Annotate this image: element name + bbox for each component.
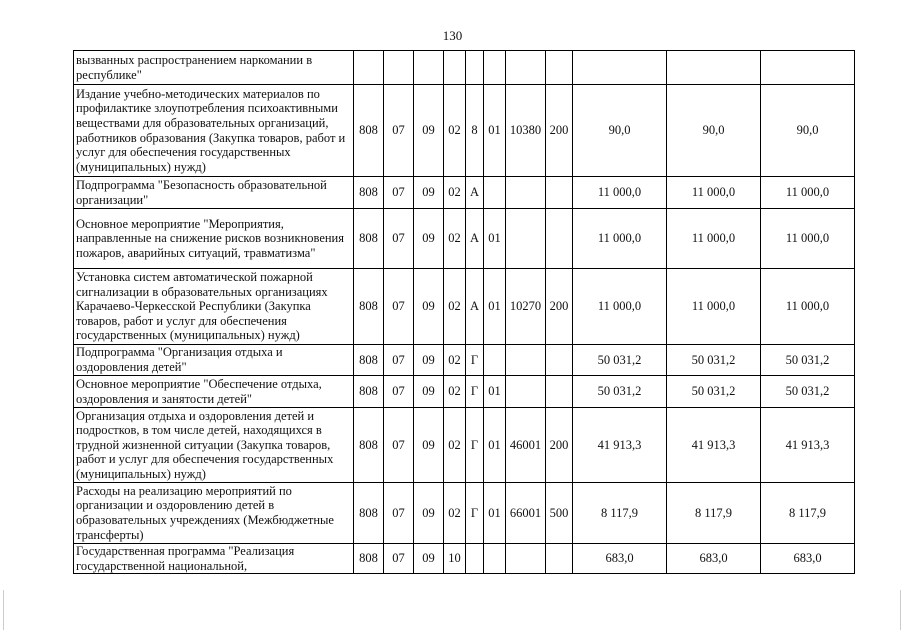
- csr-p1-cell: 02: [444, 177, 466, 209]
- vr-cell: 200: [546, 85, 573, 177]
- ved-cell: 808: [354, 209, 384, 269]
- rz-cell: 07: [384, 209, 414, 269]
- csr-p2-cell: А: [466, 177, 484, 209]
- year2-amount-cell: 50 031,2: [667, 376, 761, 408]
- csr-p2-cell: Г: [466, 483, 484, 544]
- csr-p1-cell: 02: [444, 345, 466, 376]
- csr-p2-cell: [466, 51, 484, 85]
- row-name-cell: Установка систем автоматической пожарной сигнализации в образовательных организациях Карачаево-Черкесской Республики (Закупка товаров, работ и услуг для обеспечения государственных (муниципальных) нужд): [74, 269, 354, 345]
- year1-amount-cell: 50 031,2: [573, 345, 667, 376]
- vr-cell: [546, 376, 573, 408]
- scan-edge-left: [3, 590, 4, 630]
- pr-cell: 09: [414, 376, 444, 408]
- pr-cell: 09: [414, 85, 444, 177]
- csr-p4-cell: 46001: [506, 408, 546, 483]
- table-row: [74, 269, 855, 345]
- csr-p4-cell: [506, 345, 546, 376]
- csr-p1-cell: 02: [444, 376, 466, 408]
- row-name-cell: Подпрограмма "Организация отдыха и оздоровления детей": [74, 345, 354, 376]
- csr-p2-cell: 8: [466, 85, 484, 177]
- year3-amount-cell: 11 000,0: [761, 209, 855, 269]
- pr-cell: 09: [414, 483, 444, 544]
- table-row: [74, 177, 855, 209]
- row-name-cell: Основное мероприятие "Обеспечение отдыха, оздоровления и занятости детей": [74, 376, 354, 408]
- rz-cell: 07: [384, 544, 414, 574]
- csr-p3-cell: 01: [484, 85, 506, 177]
- vr-cell: 200: [546, 408, 573, 483]
- pr-cell: 09: [414, 345, 444, 376]
- pr-cell: 09: [414, 269, 444, 345]
- rz-cell: 07: [384, 483, 414, 544]
- year3-amount-cell: 11 000,0: [761, 269, 855, 345]
- rz-cell: 07: [384, 85, 414, 177]
- vr-cell: [546, 345, 573, 376]
- vr-cell: [546, 177, 573, 209]
- csr-p3-cell: [484, 345, 506, 376]
- csr-p3-cell: 01: [484, 209, 506, 269]
- year1-amount-cell: 683,0: [573, 544, 667, 574]
- ved-cell: [354, 51, 384, 85]
- csr-p3-cell: 01: [484, 376, 506, 408]
- ved-cell: 808: [354, 85, 384, 177]
- year3-amount-cell: [761, 51, 855, 85]
- rz-cell: [384, 51, 414, 85]
- ved-cell: 808: [354, 345, 384, 376]
- pr-cell: [414, 51, 444, 85]
- row-name-cell: Организация отдыха и оздоровления детей и подростков, в том числе детей, находящихся в трудной жизненной ситуации (Закупка товаров, работ и услуг для обеспечения государственных (муниципальных) нужд): [74, 408, 354, 483]
- ved-cell: 808: [354, 544, 384, 574]
- year3-amount-cell: 8 117,9: [761, 483, 855, 544]
- table-row: [74, 408, 855, 483]
- year2-amount-cell: 90,0: [667, 85, 761, 177]
- ved-cell: 808: [354, 269, 384, 345]
- pr-cell: 09: [414, 209, 444, 269]
- csr-p3-cell: [484, 51, 506, 85]
- table-row: [74, 376, 855, 408]
- year2-amount-cell: 683,0: [667, 544, 761, 574]
- table-row: [74, 209, 855, 269]
- ved-cell: 808: [354, 177, 384, 209]
- year1-amount-cell: 41 913,3: [573, 408, 667, 483]
- csr-p2-cell: Г: [466, 345, 484, 376]
- year2-amount-cell: 11 000,0: [667, 269, 761, 345]
- vr-cell: 500: [546, 483, 573, 544]
- table-row: [74, 51, 855, 85]
- csr-p3-cell: 01: [484, 408, 506, 483]
- pr-cell: 09: [414, 177, 444, 209]
- year2-amount-cell: 11 000,0: [667, 209, 761, 269]
- table-row: [74, 544, 855, 574]
- csr-p3-cell: 01: [484, 269, 506, 345]
- vr-cell: [546, 544, 573, 574]
- year2-amount-cell: 41 913,3: [667, 408, 761, 483]
- csr-p3-cell: [484, 177, 506, 209]
- budget-table: [73, 50, 855, 574]
- rz-cell: 07: [384, 408, 414, 483]
- year2-amount-cell: 50 031,2: [667, 345, 761, 376]
- year1-amount-cell: [573, 51, 667, 85]
- rz-cell: 07: [384, 345, 414, 376]
- row-name-cell: вызванных распространением наркомании в республике": [74, 51, 354, 85]
- year1-amount-cell: 11 000,0: [573, 269, 667, 345]
- csr-p1-cell: 02: [444, 85, 466, 177]
- year2-amount-cell: [667, 51, 761, 85]
- year1-amount-cell: 8 117,9: [573, 483, 667, 544]
- csr-p3-cell: 01: [484, 483, 506, 544]
- csr-p4-cell: 10380: [506, 85, 546, 177]
- vr-cell: [546, 51, 573, 85]
- year3-amount-cell: 90,0: [761, 85, 855, 177]
- row-name-cell: Основное мероприятие "Мероприятия, направленные на снижение рисков возникновения пожаров, аварийных ситуаций, травматизма": [74, 209, 354, 269]
- csr-p1-cell: 02: [444, 209, 466, 269]
- year1-amount-cell: 11 000,0: [573, 209, 667, 269]
- pr-cell: 09: [414, 408, 444, 483]
- year2-amount-cell: 11 000,0: [667, 177, 761, 209]
- year1-amount-cell: 50 031,2: [573, 376, 667, 408]
- csr-p4-cell: [506, 51, 546, 85]
- csr-p1-cell: 10: [444, 544, 466, 574]
- csr-p4-cell: [506, 544, 546, 574]
- rz-cell: 07: [384, 269, 414, 345]
- csr-p4-cell: 66001: [506, 483, 546, 544]
- scan-edge-right: [900, 590, 901, 630]
- year1-amount-cell: 11 000,0: [573, 177, 667, 209]
- year3-amount-cell: 50 031,2: [761, 345, 855, 376]
- year3-amount-cell: 50 031,2: [761, 376, 855, 408]
- ved-cell: 808: [354, 376, 384, 408]
- csr-p1-cell: [444, 51, 466, 85]
- csr-p2-cell: А: [466, 209, 484, 269]
- csr-p3-cell: [484, 544, 506, 574]
- row-name-cell: Государственная программа "Реализация государственной национальной,: [74, 544, 354, 574]
- vr-cell: 200: [546, 269, 573, 345]
- vr-cell: [546, 209, 573, 269]
- csr-p2-cell: Г: [466, 408, 484, 483]
- ved-cell: 808: [354, 483, 384, 544]
- csr-p4-cell: 10270: [506, 269, 546, 345]
- csr-p1-cell: 02: [444, 483, 466, 544]
- year1-amount-cell: 90,0: [573, 85, 667, 177]
- row-name-cell: Расходы на реализацию мероприятий по организации и оздоровлению детей в образовательных учреждениях (Межбюджетные трансферты): [74, 483, 354, 544]
- rz-cell: 07: [384, 177, 414, 209]
- csr-p2-cell: Г: [466, 376, 484, 408]
- csr-p4-cell: [506, 177, 546, 209]
- year3-amount-cell: 11 000,0: [761, 177, 855, 209]
- csr-p1-cell: 02: [444, 408, 466, 483]
- year2-amount-cell: 8 117,9: [667, 483, 761, 544]
- year3-amount-cell: 41 913,3: [761, 408, 855, 483]
- table-row: [74, 345, 855, 376]
- rz-cell: 07: [384, 376, 414, 408]
- row-name-cell: Подпрограмма "Безопасность образовательной организации": [74, 177, 354, 209]
- csr-p1-cell: 02: [444, 269, 466, 345]
- csr-p2-cell: А: [466, 269, 484, 345]
- page-number: 130: [442, 28, 463, 43]
- ved-cell: 808: [354, 408, 384, 483]
- csr-p4-cell: [506, 209, 546, 269]
- row-name-cell: Издание учебно-методических материалов по профилактике злоупотребления психоактивными веществами для образовательных организаций, работников образования (Закупка товаров, работ и услуг для обеспечения государственных (муниципальных) нужд): [74, 85, 354, 177]
- pr-cell: 09: [414, 544, 444, 574]
- table-row: [74, 85, 855, 177]
- csr-p2-cell: [466, 544, 484, 574]
- csr-p4-cell: [506, 376, 546, 408]
- table-row: [74, 483, 855, 544]
- year3-amount-cell: 683,0: [761, 544, 855, 574]
